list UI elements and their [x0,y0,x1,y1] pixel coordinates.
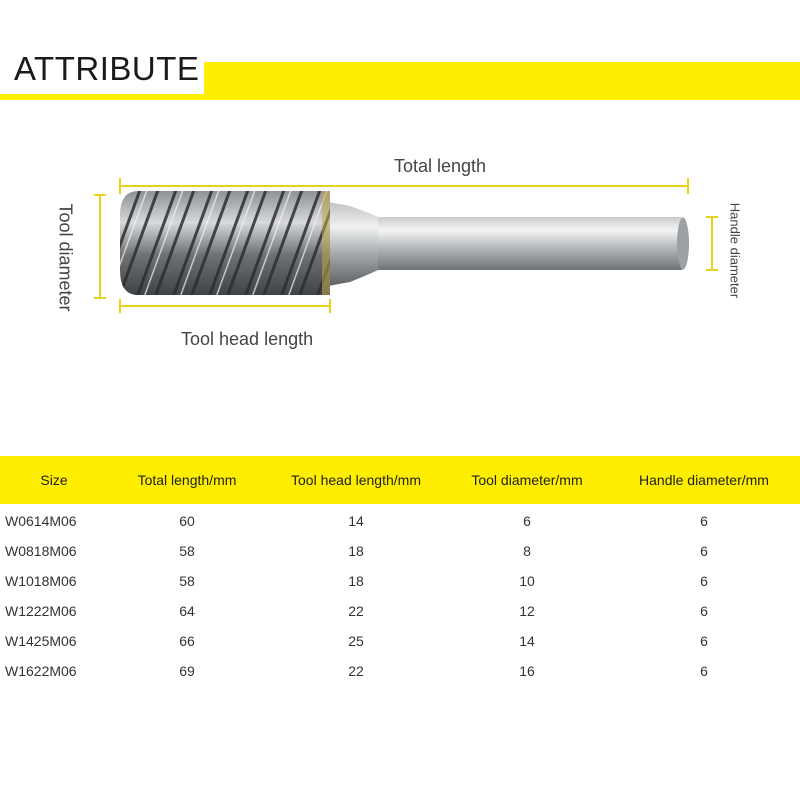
table-row [0,596,800,626]
cell-total-length: 69 [179,663,195,679]
cell-tool-diameter: 6 [523,513,531,529]
column-header-tool-head-length: Tool head length/mm [291,472,421,488]
column-header-tool-diameter: Tool diameter/mm [471,472,583,488]
table-row [0,504,800,536]
cell-total-length: 58 [179,573,195,589]
spec-table-wrapper [0,456,800,686]
cell-tool-head-length: 18 [348,573,364,589]
cell-handle-diameter: 6 [700,573,708,589]
table-row [0,626,800,656]
neck [328,202,378,286]
cell-total-length: 64 [179,603,195,619]
cell-size: W1425M06 [5,633,77,649]
spec-table [0,456,800,686]
table-row [0,536,800,566]
cell-tool-diameter: 14 [519,633,535,649]
shank [376,217,682,270]
cell-size: W1622M06 [5,663,77,679]
column-header-handle-diameter: Handle diameter/mm [639,472,769,488]
tool-diagram [0,110,800,430]
cell-tool-diameter: 16 [519,663,535,679]
cell-size: W1222M06 [5,603,77,619]
cell-size: W1018M06 [5,573,77,589]
table-row [0,566,800,596]
cell-tool-head-length: 14 [348,513,364,529]
cell-size: W0818M06 [5,543,77,559]
cell-tool-head-length: 22 [348,663,364,679]
cell-total-length: 66 [179,633,195,649]
tool-head-length-dimension [120,299,330,313]
cutting-head [100,190,356,300]
cell-size: W0614M06 [5,513,77,529]
column-header-size: Size [40,472,68,488]
tool-head-length-label: Tool head length [181,329,314,349]
total-length-label: Total length [394,156,487,176]
cell-total-length: 60 [179,513,195,529]
table-header-row [0,456,800,504]
cell-tool-diameter: 12 [519,603,535,619]
cell-handle-diameter: 6 [700,543,708,559]
cell-tool-diameter: 10 [519,573,535,589]
handle-diameter-dimension [706,217,718,270]
table-row [0,656,800,686]
cell-total-length: 58 [179,543,195,559]
cell-handle-diameter: 6 [700,603,708,619]
cell-tool-head-length: 18 [348,543,364,559]
cell-tool-head-length: 22 [348,603,364,619]
cell-handle-diameter: 6 [700,513,708,529]
cell-tool-head-length: 25 [348,633,364,649]
column-header-total-length: Total length/mm [137,472,237,488]
cell-tool-diameter: 8 [523,543,531,559]
page-title: ATTRIBUTE [14,50,200,87]
cell-handle-diameter: 6 [700,663,708,679]
tool-diameter-label: Tool diameter [55,203,76,312]
tool-diameter-dimension [94,195,106,298]
cell-handle-diameter: 6 [700,633,708,649]
handle-diameter-label: Handle diameter [727,202,743,299]
